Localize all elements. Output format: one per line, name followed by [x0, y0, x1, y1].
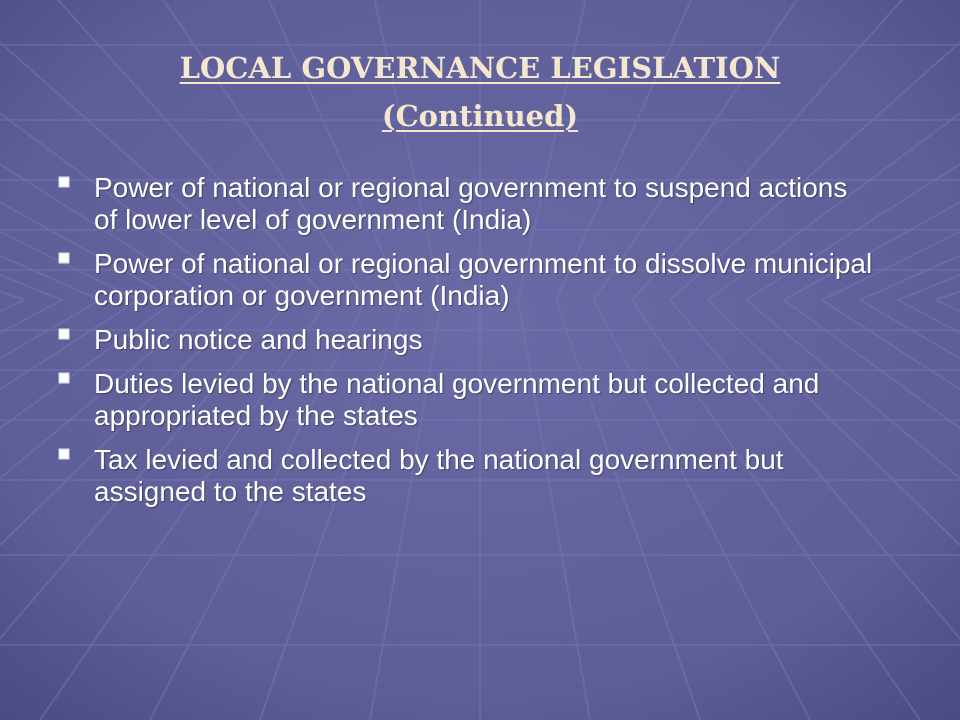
bullet-text: Duties levied by the national government but collected and appropriated by the states: [94, 368, 820, 431]
square-bullet-icon: [58, 252, 70, 264]
bullet-text: Public notice and hearings: [94, 324, 423, 355]
title-line-1: LOCAL GOVERNANCE LEGISLATION: [179, 51, 781, 85]
bullet-item: [58, 368, 878, 432]
square-bullet-icon: [58, 176, 70, 188]
bullet-text: Power of national or regional government to dissolve municipal corporation or government (India): [94, 248, 873, 311]
title-line-2: (Continued): [381, 99, 579, 133]
bullet-list: [58, 172, 878, 520]
square-bullet-icon: [58, 448, 70, 460]
bullet-item: [58, 172, 878, 236]
square-bullet-icon: [58, 372, 70, 384]
bullet-item: [58, 248, 878, 312]
square-bullet-icon: [58, 328, 70, 340]
slide-title: [0, 44, 960, 140]
bullet-text: Power of national or regional government to suspend actions of lower level of government (India): [94, 172, 848, 235]
bullet-item: [58, 444, 878, 508]
bullet-item: [58, 324, 878, 356]
bullet-text: Tax levied and collected by the national government but assigned to the states: [94, 444, 784, 507]
